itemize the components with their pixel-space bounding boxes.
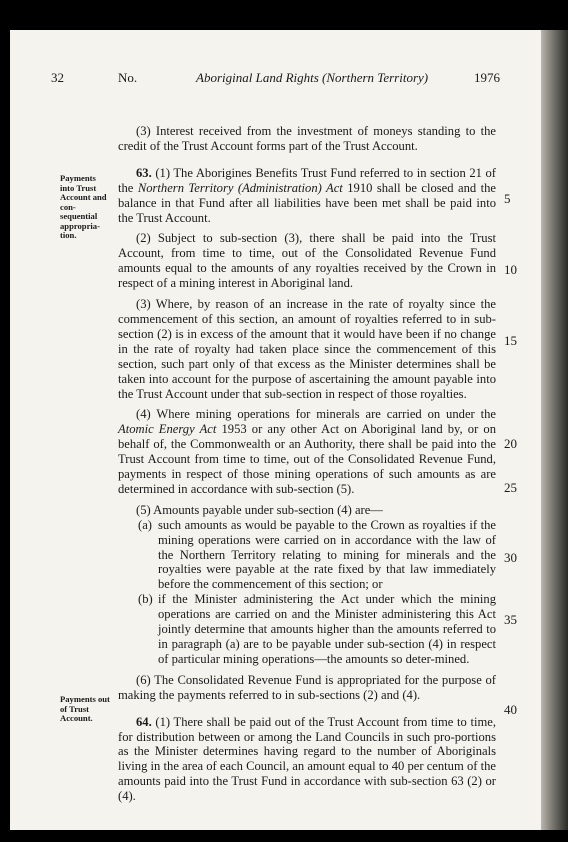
line-number: 5 (504, 191, 511, 206)
line-number: 30 (504, 550, 517, 565)
scan-border (0, 0, 10, 842)
paragraph: (4) Where mining operations for minerals are carried on under the Atomic Energy Act 1953 or any other Act on Aboriginal land by, or on behalf of, the Commonwealth or an Authority, there shall be paid into the Trust Account from time to time, out of the Consolidated Revenue Fund, payments in respect of those mining operations of such amounts as are determined in accordance with sub-section (5). (118, 407, 496, 496)
line-number: 20 (504, 436, 517, 451)
paragraph: (3) Where, by reason of an increase in the rate of royalty since the commencement of this section, an amount of royalties referred to in sub-section (2) is in excess of the amount that it would have been if no change in the rate of royalty had taken place since the commencement of this section, such part only of that excess as the Minister determines shall be taken into account for the purpose of ascertaining the amount payable into the Trust Account under that sub-section in respect of those royalties. (118, 297, 496, 401)
list-item-label: (b) (138, 592, 153, 607)
act-citation: Atomic Energy Act (118, 422, 217, 437)
margin-note-section-63: Payments into Trust Account and con-sequential appropria-tion. (60, 173, 107, 240)
paragraph: (5) Amounts payable under sub-section (4) are— (136, 502, 383, 517)
list-item: (a) such amounts as would be payable to the Crown as royalties if the mining operations were carried on in accordance with the law of the Northern Territory relating to mining for minerals and the royalties were payable at the rate fixed by that law immediately before the commencement of this section; or (138, 517, 496, 592)
line-number: 25 (504, 480, 517, 495)
paragraph: 64. (1) There shall be paid out of the Trust Account from time to time, for distribution between or among the Land Councils in such pro-portions as the Minister determines having regard to the number of Aboriginals living in the area of each Council, an amount equal to 40 per centum of the amounts paid into the Trust Fund in accordance with sub-section 63 (2) or (4). (118, 714, 496, 804)
page-number: 32 (51, 70, 64, 85)
section-number: 63. (136, 165, 152, 180)
paragraph: (3) Interest received from the investment of moneys standing to the credit of the Trust Account forms part of the Trust Account. (118, 124, 496, 153)
list-item: (b) if the Minister administering the Act under which the mining operations are carried on and the Minister administering this Act jointly determine that amounts higher than the amounts referred to in paragraph (a) are to be payable under sub-section (4) in respect of particular mining operations—the amounts so deter-mined. (138, 592, 496, 666)
list-item-label: (a) (138, 517, 152, 532)
line-number: 35 (504, 612, 517, 627)
line-number: 40 (504, 702, 517, 717)
line-number: 15 (504, 333, 517, 348)
margin-note-section-64: Payments out of Trust Account. (60, 694, 110, 723)
line-number: 10 (504, 262, 517, 277)
body-text (118, 124, 496, 810)
section-number: 64. (136, 714, 152, 729)
act-title: Aboriginal Land Rights (Northern Territory) (196, 70, 429, 85)
act-citation: Northern Territory (Administration) Act (137, 180, 343, 195)
act-year: 1976 (474, 70, 500, 85)
page-edge-shadow (541, 30, 568, 830)
running-header (51, 70, 500, 86)
paragraph: (6) The Consolidated Revenue Fund is appropriated for the purpose of making the payments referred to in sub-sections (2) and (4). (118, 672, 496, 702)
paragraph: 63. (1) The Aborigines Benefits Trust Fund referred to in section 21 of the Northern Territory (Administration) Act 1910 shall be closed and the balance in that Fund after all liabilities have been met shall be paid into the Trust Account. (118, 165, 496, 225)
act-number-label: No. (118, 70, 138, 85)
paragraph: (2) Subject to sub-section (3), there shall be paid into the Trust Account, from time to time, out of the Consolidated Revenue Fund amounts equal to the amounts of any royalties received by the Crown in respect of a mining interest in Aboriginal land. (118, 231, 496, 291)
